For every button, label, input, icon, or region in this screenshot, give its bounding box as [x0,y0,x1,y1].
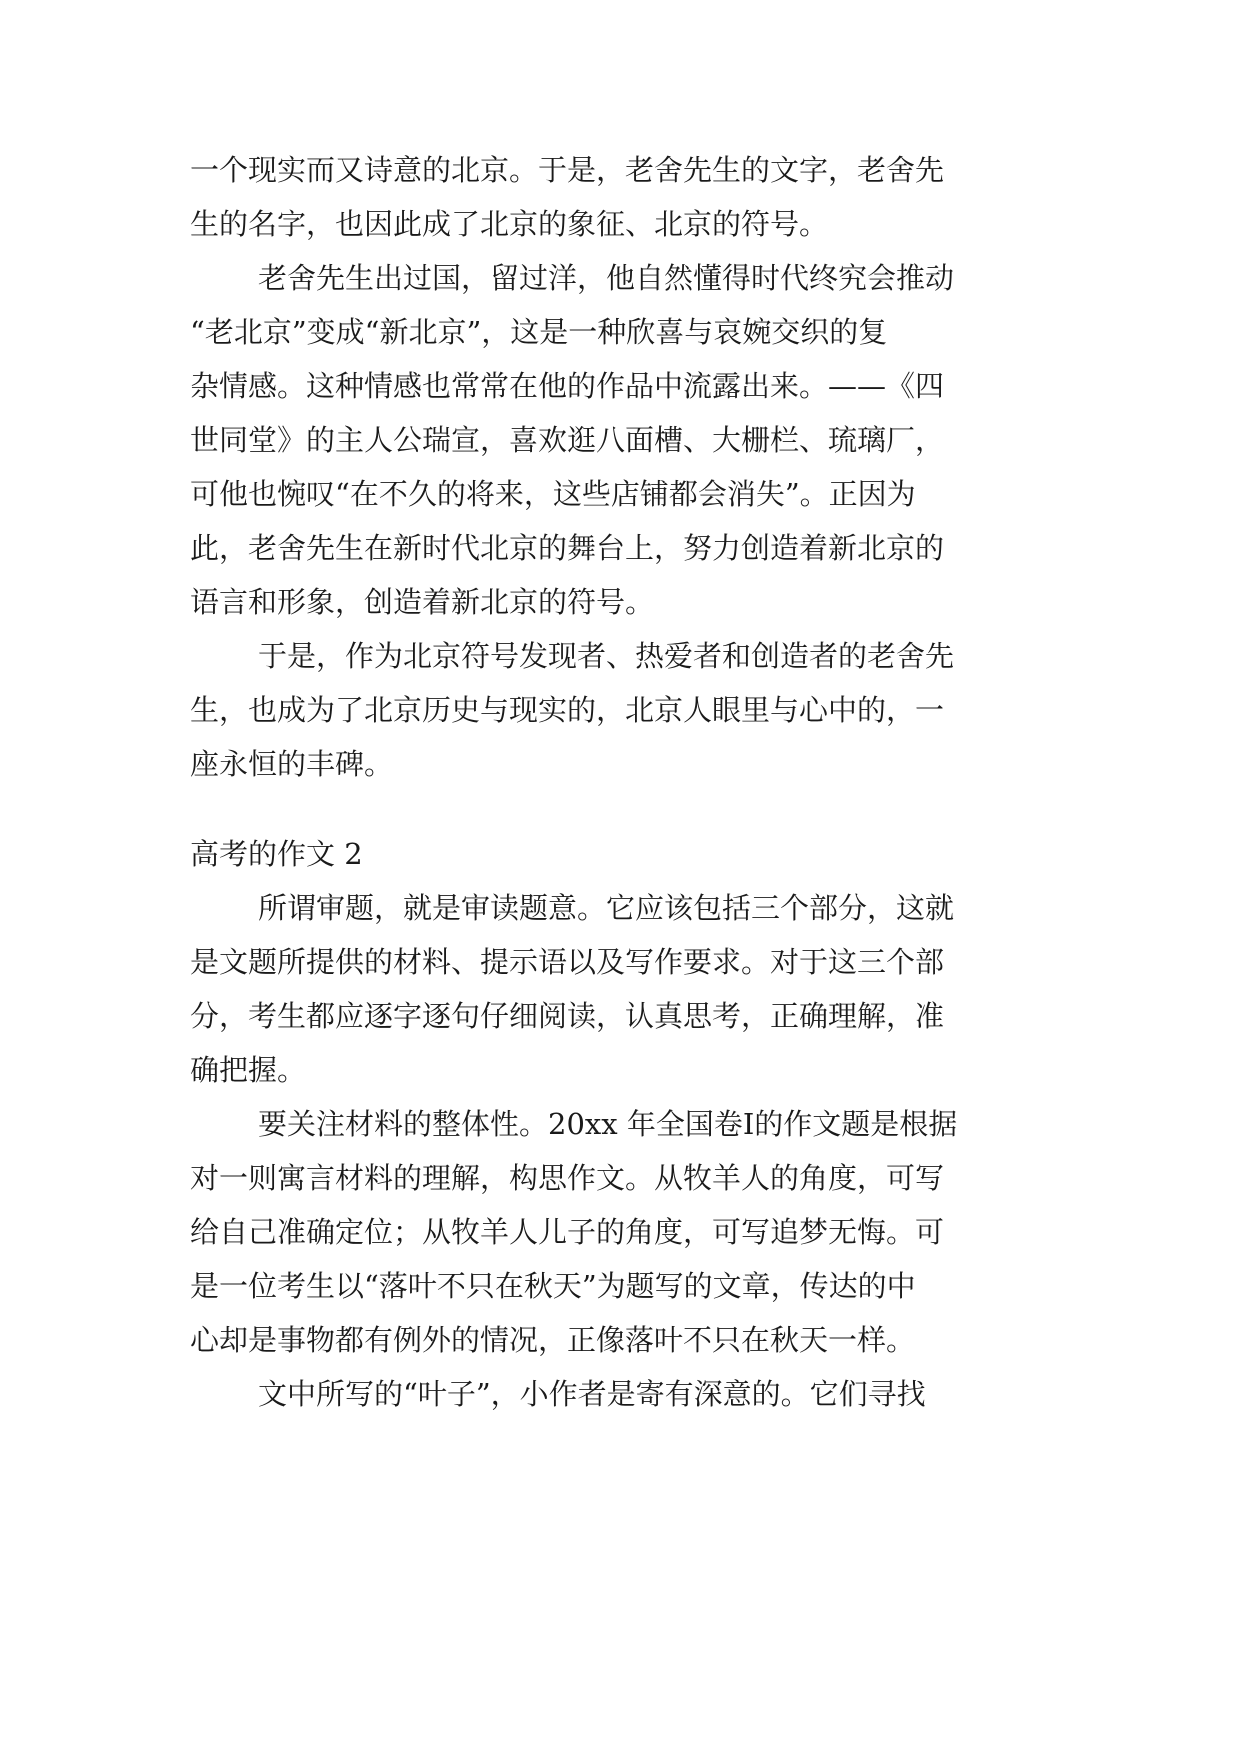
text-line: 是文题所提供的材料、提示语以及写作要求。对于这三个部 [190,945,945,979]
text-line: 文中所写的“叶子”，小作者是寄有深意的。它们寻找 [258,1377,926,1411]
text-line: 确把握。 [190,1053,307,1087]
text-line: 可他也惋叹“在不久的将来，这些店铺都会消失”。正因为 [190,477,916,511]
text-line: 座永恒的丰碑。 [190,747,394,781]
text-line: 世同堂》的主人公瑞宣，喜欢逛八面槽、大栅栏、琉璃厂， [190,423,945,457]
text-line: 所谓审题，就是审读题意。它应该包括三个部分，这就 [258,891,955,925]
text-line: 一个现实而又诗意的北京。于是，老舍先生的文字，老舍先 [190,153,945,187]
text-line: 分，考生都应逐字逐句仔细阅读，认真思考，正确理解，准 [190,999,945,1033]
text-line: 要关注材料的整体性。20xx 年全国卷Ⅰ的作文题是根据 [258,1107,958,1141]
text-line: 心却是事物都有例外的情况，正像落叶不只在秋天一样。 [190,1323,916,1357]
text-line: “老北京”变成“新北京”，这是一种欣喜与哀婉交织的复 [190,315,888,349]
text-line: 生的名字，也因此成了北京的象征、北京的符号。 [190,207,829,241]
text-line: 杂情感。这种情感也常常在他的作品中流露出来。——《四 [190,369,945,403]
text-line: 对一则寓言材料的理解，构思作文。从牧羊人的角度，可写 [190,1161,945,1195]
text-line: 老舍先生出过国，留过洋，他自然懂得时代终究会推动 [258,261,955,295]
text-line: 此，老舍先生在新时代北京的舞台上，努力创造着新北京的 [190,531,945,565]
text-line: 生，也成为了北京历史与现实的，北京人眼里与心中的，一 [190,693,945,727]
section-heading: 高考的作文 2 [190,837,363,871]
text-line: 语言和形象，创造着新北京的符号。 [190,585,655,619]
text-line: 于是，作为北京符号发现者、热爱者和创造者的老舍先 [258,639,955,673]
text-line: 给自己准确定位；从牧羊人儿子的角度，可写追梦无悔。可 [190,1215,945,1249]
text-line: 是一位考生以“落叶不只在秋天”为题写的文章，传达的中 [190,1269,916,1303]
